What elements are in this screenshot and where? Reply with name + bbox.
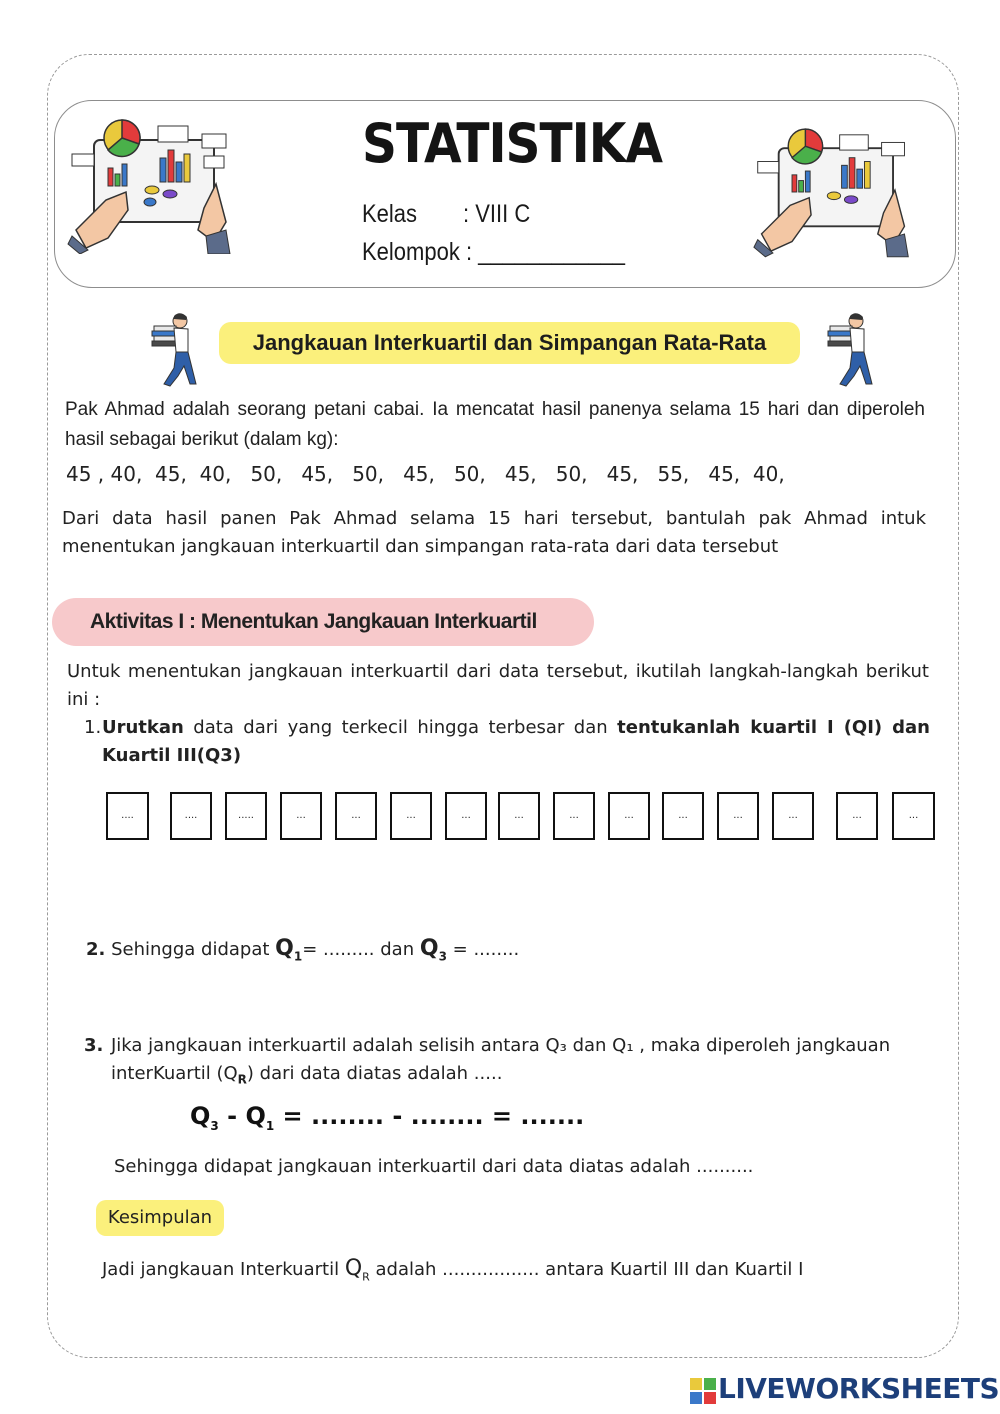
step2-lead: Sehingga didapat bbox=[111, 939, 270, 960]
q3-answer-blank[interactable]: = ........ bbox=[452, 939, 520, 960]
step3-body-end[interactable]: ) dari data diatas adalah ..... bbox=[246, 1063, 503, 1084]
answer-box[interactable]: ..... bbox=[225, 792, 267, 840]
conclusion-lead: Jadi jangkauan Interkuartil bbox=[102, 1259, 340, 1280]
formula-q3-letter: Q bbox=[190, 1102, 211, 1130]
answer-box[interactable]: ... bbox=[892, 792, 935, 840]
q1-symbol bbox=[275, 936, 303, 964]
student-carrying-books-illustration-right bbox=[826, 312, 876, 390]
conclusion-label: Kesimpulan bbox=[107, 1207, 213, 1228]
answer-box[interactable]: ... bbox=[772, 792, 814, 840]
activity-title: Aktivitas I : Menentukan Jangkauan Interkuartil bbox=[90, 610, 537, 633]
brand-wordmark[interactable]: LIVEWORKSHEETS bbox=[718, 1372, 1000, 1405]
conclusion-blank[interactable]: adalah ................. antara Kuartil III dan Kuartil I bbox=[375, 1259, 804, 1280]
q1-letter: Q bbox=[275, 936, 294, 961]
tablet-chart-illustration-left bbox=[66, 118, 236, 254]
iqr-result[interactable]: Sehingga didapat jangkauan interkuartil dari data diatas adalah .......... bbox=[114, 1156, 754, 1177]
answer-box[interactable]: ... bbox=[662, 792, 704, 840]
formula-blanks[interactable]: = ........ - ........ = ....... bbox=[274, 1102, 585, 1130]
q3-symbol bbox=[419, 936, 447, 964]
iqr-formula[interactable] bbox=[190, 1102, 584, 1133]
qr-letter: Q bbox=[344, 1256, 363, 1281]
qr-symbol bbox=[344, 1256, 370, 1284]
q1-subscript: 1 bbox=[293, 949, 303, 964]
kelompok-field[interactable]: Kelompok : ____________ bbox=[362, 238, 625, 266]
formula-q1-letter: Q bbox=[245, 1102, 266, 1130]
section-subtitle: Jangkauan Interkuartil dan Simpangan Rata-Rata bbox=[252, 330, 767, 355]
conclusion-text bbox=[102, 1256, 803, 1283]
answer-box[interactable]: ... bbox=[335, 792, 377, 840]
kelas-label: Kelas bbox=[362, 200, 418, 228]
step1-body: data dari yang terkecil hingga terbesar dan bbox=[183, 717, 618, 738]
q3-letter: Q bbox=[419, 936, 439, 961]
answer-box[interactable]: ... bbox=[390, 792, 432, 840]
student-carrying-books-illustration-left bbox=[150, 312, 200, 390]
step2-number: 2. bbox=[86, 939, 106, 960]
problem-task: Dari data hasil panen Pak Ahmad selama 15 hari tersebut, bantulah pak Ahmad intuk menentukan jangkauan interkuartil dan simpangan rata-rata dari data tersebut bbox=[62, 508, 926, 557]
formula-q1-subscript: 1 bbox=[265, 1118, 275, 1133]
answer-box[interactable]: ... bbox=[280, 792, 322, 840]
answer-box[interactable]: ... bbox=[553, 792, 595, 840]
answer-box[interactable]: ... bbox=[498, 792, 540, 840]
problem-intro: Pak Ahmad adalah seorang petani cabai. Ia mencatat hasil panenya selama 15 hari dan diperoleh hasil sebagai berikut (dalam kg): bbox=[65, 399, 925, 450]
step3-text bbox=[111, 1032, 951, 1094]
step3-number: 3. bbox=[84, 1035, 104, 1056]
qr-subscript: R bbox=[362, 1270, 370, 1284]
answer-box[interactable]: .... bbox=[170, 792, 212, 840]
formula-q3-subscript: 3 bbox=[210, 1118, 219, 1133]
kelas-value: : VIII C bbox=[463, 200, 531, 228]
formula-minus: - bbox=[218, 1102, 246, 1130]
liveworksheets-logo-icon bbox=[690, 1378, 716, 1404]
q3-subscript: 3 bbox=[438, 949, 447, 964]
tablet-chart-illustration-right bbox=[752, 126, 914, 258]
step1-text bbox=[102, 714, 930, 770]
page-title: STATISTIKA bbox=[362, 112, 662, 175]
answer-box[interactable]: .... bbox=[106, 792, 149, 840]
step3-subscript: R bbox=[237, 1072, 247, 1087]
step2-text bbox=[86, 936, 519, 963]
q1-answer-blank[interactable]: = ......... dan bbox=[302, 939, 415, 960]
step3-body: Jika jangkauan interkuartil adalah selisih antara Q₃ dan Q₁ , maka diperoleh jangkauan interKuartil (Q bbox=[111, 1035, 891, 1084]
answer-box[interactable]: ... bbox=[717, 792, 759, 840]
step1-bold-verb: Urutkan bbox=[102, 717, 184, 738]
steps-intro: Untuk menentukan jangkauan interkuartil dari data tersebut, ikutilah langkah-langkah berikut ini : bbox=[67, 661, 929, 710]
data-values: 45 , 40, 45, 40, 50, 45, 50, 45, 50, 45, 50, 45, 55, 45, 40, bbox=[66, 462, 785, 486]
step1-bold-instruction: tentukanlah kuartil I (QI) dan Kuartil III(Q3) bbox=[102, 717, 930, 766]
answer-box[interactable]: ... bbox=[445, 792, 487, 840]
answer-box[interactable]: ... bbox=[836, 792, 878, 840]
answer-box[interactable]: ... bbox=[608, 792, 650, 840]
step1-number: 1. bbox=[84, 717, 102, 738]
